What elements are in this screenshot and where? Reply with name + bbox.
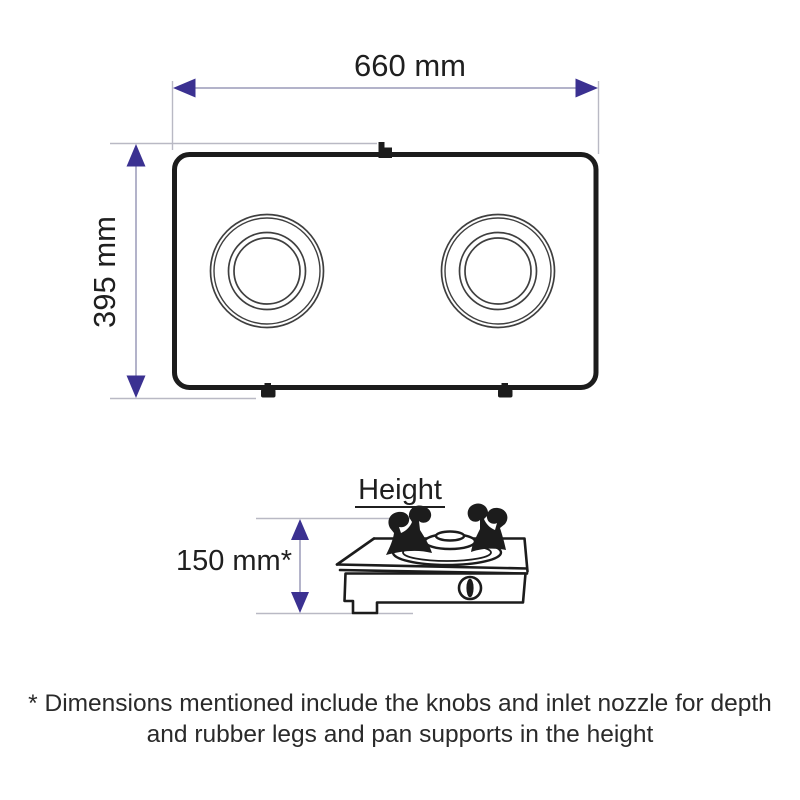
dimension-footnote [0, 688, 800, 750]
height-section-title: Height [330, 475, 470, 508]
knob-handle [466, 579, 473, 598]
inlet-nozzle [379, 142, 393, 158]
width-dimension [173, 79, 599, 155]
arrow-up-icon [291, 519, 309, 540]
height-dimension-label: 150 mm* [175, 545, 292, 577]
depth-dimension-label: 395 mm [87, 216, 122, 328]
stove-top-outline [175, 155, 597, 388]
slab-left-edge [337, 539, 374, 565]
stove-side-view [337, 504, 528, 613]
width-dimension-label: 660 mm [354, 48, 466, 83]
stove-body [345, 574, 526, 614]
stove-top-view [175, 142, 597, 398]
arrow-down-icon [291, 592, 309, 613]
burner-cap [436, 532, 464, 541]
footnote-line-2: and rubber legs and pan supports in the height [146, 721, 654, 748]
arrow-down-icon [127, 376, 146, 399]
pan-support-left [386, 506, 432, 555]
arrow-right-icon [576, 79, 599, 98]
footnote-line-1: * Dimensions mentioned include the knobs and inlet nozzle for depth [28, 690, 772, 717]
arrow-left-icon [173, 79, 196, 98]
pan-support-right [468, 504, 508, 552]
arrow-up-icon [127, 144, 146, 167]
